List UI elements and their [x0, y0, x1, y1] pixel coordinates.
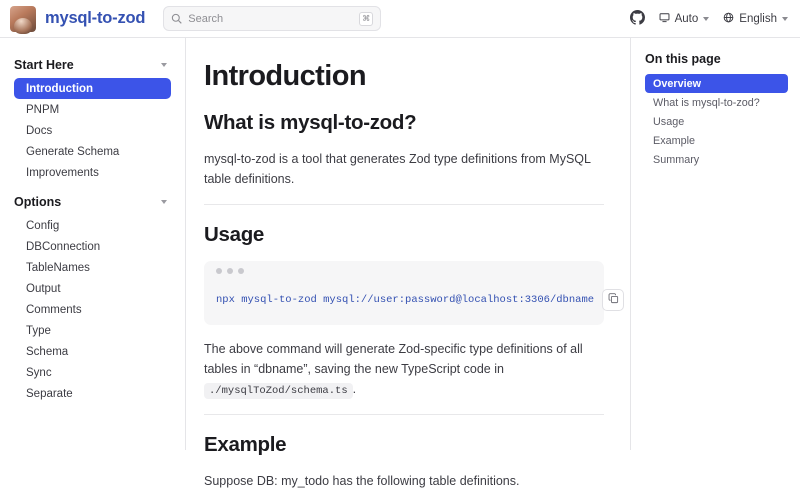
sidebar-item-type[interactable]: Type	[26, 324, 51, 337]
sidebar-group-items	[14, 215, 175, 404]
heading-what-is: What is mysql-to-zod?	[204, 111, 417, 134]
sidebar-item-output[interactable]: Output	[26, 282, 61, 295]
sidebar-group-options[interactable]	[14, 191, 175, 213]
sidebar-item-generate-schema[interactable]: Generate Schema	[26, 145, 120, 158]
theme-label: Auto	[674, 12, 699, 25]
page-body	[0, 38, 800, 488]
chevron-down-icon	[703, 17, 709, 21]
language-label: English	[739, 12, 777, 25]
chevron-down-icon	[782, 17, 788, 21]
inline-code-path: ./mysqlToZod/schema.ts	[204, 383, 353, 399]
sidebar-group-start-here[interactable]	[14, 54, 175, 76]
site-logo-icon	[10, 6, 36, 32]
heading-example: Example	[204, 414, 604, 457]
toc-item-example[interactable]: Example	[653, 134, 696, 147]
language-switcher[interactable]	[723, 12, 788, 26]
sidebar-item-introduction[interactable]: Introduction	[14, 78, 171, 99]
code-command: npx mysql-to-zod mysql://user:password@localhost:3306/dbname	[216, 293, 595, 306]
search-shortcut-key: ⌘	[359, 12, 373, 26]
copy-code-button[interactable]	[602, 289, 624, 311]
dot-icon	[227, 268, 233, 274]
code-block-body	[204, 281, 604, 325]
search-placeholder: Search	[188, 12, 224, 25]
paragraph-example: Suppose DB: my_todo has the following table definitions.	[204, 474, 520, 488]
sidebar-item-comments[interactable]: Comments	[26, 303, 82, 316]
paragraph-usage-before: The above command will generate Zod-specific type definitions of all tables in “dbname”, saving the new TypeScript code in	[204, 341, 583, 376]
search-icon	[171, 13, 182, 24]
paragraph-usage	[204, 339, 604, 401]
theme-switcher[interactable]	[659, 12, 710, 26]
sidebar-item-config[interactable]: Config	[26, 219, 60, 232]
brand-name: mysql-to-zod	[45, 9, 146, 27]
chevron-down-icon	[161, 200, 167, 204]
heading-usage: Usage	[204, 204, 604, 247]
sidebar-item-sync[interactable]: Sync	[26, 366, 52, 379]
dot-icon	[238, 268, 244, 274]
code-block-dots	[204, 261, 604, 281]
paragraph-what-is: mysql-to-zod is a tool that generates Zod type definitions from MySQL table definitions.	[204, 152, 591, 187]
toc-title: On this page	[645, 52, 721, 66]
header-actions	[630, 10, 788, 28]
toc-item-what-is-mysql-to-zod[interactable]: What is mysql-to-zod?	[653, 96, 760, 109]
sidebar	[0, 38, 186, 450]
sidebar-item-docs[interactable]: Docs	[26, 124, 53, 137]
dot-icon	[216, 268, 222, 274]
sidebar-item-tablenames[interactable]: TableNames	[26, 261, 90, 274]
sidebar-item-improvements[interactable]: Improvements	[26, 166, 99, 179]
sidebar-group-items	[14, 78, 175, 183]
monitor-icon	[659, 12, 670, 26]
main-content	[186, 38, 630, 488]
brand[interactable]	[10, 6, 145, 32]
sidebar-item-schema[interactable]: Schema	[26, 345, 69, 358]
search-input[interactable]	[163, 6, 381, 31]
chevron-down-icon	[161, 63, 167, 67]
sidebar-item-dbconnection[interactable]: DBConnection	[26, 240, 101, 253]
table-of-contents	[630, 38, 800, 450]
paragraph-usage-after: .	[352, 382, 357, 396]
toc-item-usage[interactable]: Usage	[653, 115, 685, 128]
sidebar-item-pnpm[interactable]: PNPM	[26, 103, 60, 116]
sidebar-group-label: Options	[14, 195, 62, 209]
app-header	[0, 0, 800, 38]
github-icon[interactable]	[630, 10, 645, 28]
page-title: Introduction	[204, 60, 366, 92]
sidebar-group-label: Start Here	[14, 58, 74, 72]
code-block	[204, 261, 604, 325]
globe-icon	[723, 12, 734, 26]
sidebar-item-separate[interactable]: Separate	[26, 387, 73, 400]
toc-item-overview[interactable]: Overview	[645, 74, 788, 93]
copy-icon	[608, 291, 619, 309]
toc-item-summary[interactable]: Summary	[653, 153, 700, 166]
